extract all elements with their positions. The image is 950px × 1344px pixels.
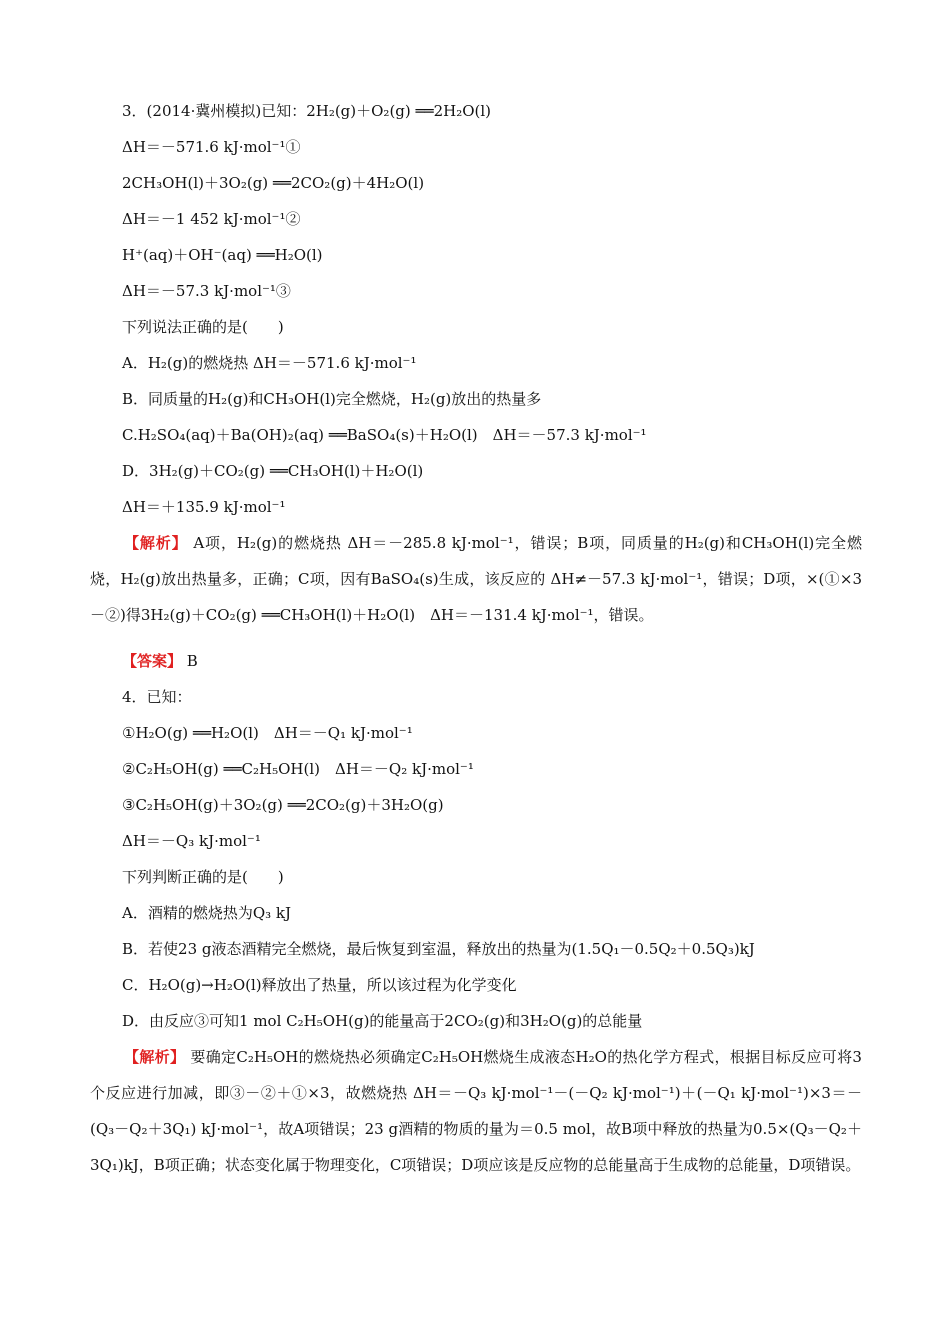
q3-eq2: 2CH₃OH(l)＋3O₂(g) ══2CO₂(g)＋4H₂O(l) <box>122 174 425 192</box>
analysis-tag: 【解析】 <box>124 534 188 552</box>
analysis-text: 要确定C₂H₅OH的燃烧热必须确定C₂H₅OH燃烧生成液态H₂O的热化学方程式，根据目标反应可将3个反应进行加减，即③－②＋①×3，故燃烧热 ΔH＝－Q₃ kJ·mol⁻¹－(－Q₂ kJ·mol⁻¹)＋(－Q₁ kJ·mol⁻¹)×3＝－(Q₃－Q₂＋3Q₁) kJ·mol⁻¹，故A项错误；23 g酒精的物质的量为＝0.5 mol，故B项中释放的热量为0.5×(Q₃－Q₂＋3Q₁)kJ，B项正确；状态变化属于物理变化，C项错误；D项应该是反应物的总能量高于生成物的总能量，D项错误。 <box>90 1048 862 1174</box>
q3-eq3-dh: ΔH＝－57.3 kJ·mol⁻¹③ <box>122 282 291 300</box>
q3-stem: 3．(2014·冀州模拟)已知：2H₂(g)＋O₂(g) ══2H₂O(l) <box>122 102 492 120</box>
q3-answer <box>122 650 198 672</box>
q4-stem: 4．已知： <box>122 688 192 706</box>
answer-text: B <box>186 652 198 670</box>
q4-option-c: C．H₂O(g)→H₂O(l)释放出了热量，所以该过程为化学变化 <box>122 976 517 994</box>
q3-option-d-dh: ΔH＝＋135.9 kJ·mol⁻¹ <box>122 498 286 516</box>
analysis-tag: 【解析】 <box>124 1048 186 1066</box>
q4-eq2: ②C₂H₅OH(g) ══C₂H₅OH(l) ΔH＝－Q₂ kJ·mol⁻¹ <box>122 760 474 778</box>
q4-analysis <box>90 1039 862 1183</box>
q3-analysis <box>90 525 862 633</box>
q4-option-a: A．酒精的燃烧热为Q₃ kJ <box>122 904 292 922</box>
q4-eq3-dh: ΔH＝－Q₃ kJ·mol⁻¹ <box>122 832 261 850</box>
q3-eq1-dh: ΔH＝－571.6 kJ·mol⁻¹① <box>122 138 301 156</box>
q3-option-d: D．3H₂(g)＋CO₂(g) ══CH₃OH(l)＋H₂O(l) <box>122 462 424 480</box>
q4-eq1: ①H₂O(g) ══H₂O(l) ΔH＝－Q₁ kJ·mol⁻¹ <box>122 724 413 742</box>
q4-eq3: ③C₂H₅OH(g)＋3O₂(g) ══2CO₂(g)＋3H₂O(g) <box>122 796 444 814</box>
analysis-text: A项，H₂(g)的燃烧热 ΔH＝－285.8 kJ·mol⁻¹，错误；B项，同质量的H₂(g)和CH₃OH(l)完全燃烧，H₂(g)放出热量多，正确；C项，因有BaSO₄(s)生成，该反应的 ΔH≠－57.3 kJ·mol⁻¹，错误；D项，×(①×3－②)得3H₂(g)＋CO₂(g) ══CH₃OH(l)＋H₂O(l) ΔH＝－131.4 kJ·mol⁻¹，错误。 <box>90 534 862 624</box>
q3-option-c: C.H₂SO₄(aq)＋Ba(OH)₂(aq) ══BaSO₄(s)＋H₂O(l) ΔH＝－57.3 kJ·mol⁻¹ <box>122 426 647 444</box>
answer-tag: 【答案】 <box>122 652 183 670</box>
q3-option-a: A．H₂(g)的燃烧热 ΔH＝－571.6 kJ·mol⁻¹ <box>122 354 417 372</box>
q4-prompt: 下列判断正确的是( ) <box>122 868 284 886</box>
q3-eq2-dh: ΔH＝－1 452 kJ·mol⁻¹② <box>122 210 301 228</box>
q3-option-b: B．同质量的H₂(g)和CH₃OH(l)完全燃烧，H₂(g)放出的热量多 <box>122 390 542 408</box>
q4-option-b: B．若使23 g液态酒精完全燃烧，最后恢复到室温，释放出的热量为(1.5Q₁－0.5Q₂＋0.5Q₃)kJ <box>122 940 755 958</box>
q4-option-d: D．由反应③可知1 mol C₂H₅OH(g)的能量高于2CO₂(g)和3H₂O(g)的总能量 <box>122 1012 643 1030</box>
q3-prompt: 下列说法正确的是( ) <box>122 318 284 336</box>
q3-eq3: H⁺(aq)＋OH⁻(aq) ══H₂O(l) <box>122 246 323 264</box>
